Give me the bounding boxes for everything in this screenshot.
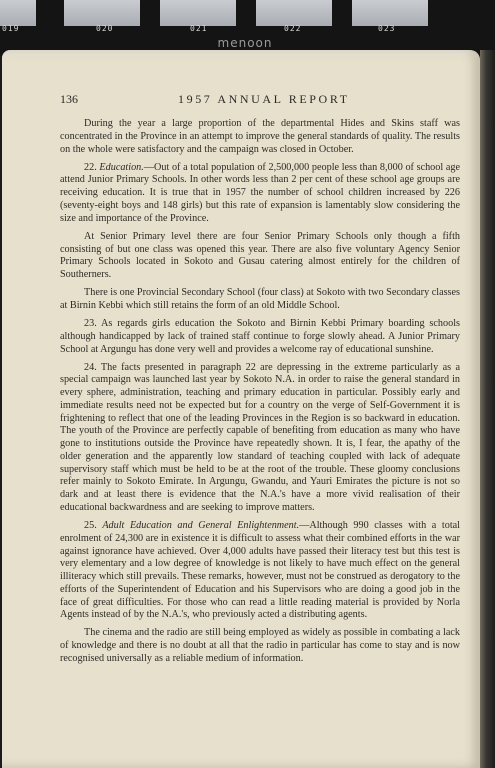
film-strip: [0, 0, 495, 56]
paragraph-text: —Although 990 classes with a total enrolment of 24,300 are in existence it is difficult to assess what their combined efforts in the war against ignorance have achieved. Over 4,000 adults have passed their literacy test but this test is very elementary and a low degree of knowledge is not likely to have much effect on the general illiteracy which still prevails. These remarks, however, must not be construed as derogatory to the efforts of the Superintendent of Education and his Supervisors who are doing a good job in the face of great difficulties. For those who can read a little reading material is provided by Norla Agents instead of by the N.A.'s, who previously acted a distributing agents.: [60, 520, 461, 621]
section-heading: Adult Education and General Enlightenment.: [102, 520, 300, 532]
film-frame: [0, 0, 36, 26]
running-head: 1957 ANNUAL REPORT: [178, 92, 350, 106]
paragraph-23-girls-education: [60, 318, 460, 356]
frame-label: 020: [96, 24, 114, 33]
section-heading: Education.: [99, 161, 144, 173]
paragraph-text: 24. The facts presented in paragraph 22 are depressing in the extreme particularly as a special campaign was launched last year by Sokoto N.A. in order to raise the general standard in every sphere, administration, teaching and primary education in particular. Possibly early and immediate results need not be expected but for a country on the verge of Self-Government it is frightening to reflect that one of the leading Provinces in the Region is so backward in education. The youth of the Province are perfectly capable of benefiting from education as many who have gone to institutions outside the Province have repeatedly shown. It is, I fear, the apathy of the older generation and the apparently low standard of teaching coupled with lack of adequate supervisory staff which must be held to be at the root of the trouble. These gloomy conclusions refer mainly to Sokoto Emirate. In Argungu, Gwandu, and Yauri Emirates the picture is not so dark and at least there is evidence that the N.A.'s have a more vivid realisation of their educational backwardness and are seeking to improve matters.: [60, 361, 460, 513]
film-frame: [64, 0, 140, 26]
frame-label: 021: [190, 24, 208, 33]
paragraph-text: —Out of a total population of 2,500,000 people less than 8,000 of school age attend Junior Primary Schools. In other words less than 2 per cent of these school age groups are receiving education. It is true that in 1957 the number of school children increased by 226 (seventy-eight boys and 148 girls) but this rate of expansion is lamentably slow considering the size and importance of the Province.: [60, 161, 461, 224]
paragraph-secondary-school: [60, 287, 460, 313]
paragraph-22-education: [60, 162, 460, 226]
page-header: [60, 92, 460, 108]
film-frame: [352, 0, 428, 26]
paragraph-24-facts: [60, 362, 460, 515]
paragraph-text: 23. As regards girls education the Sokoto and Birnin Kebbi Primary boarding schools although handicapped by lack of trained staff continue to forge slowly ahead. A Junior Primary School at Argungu has done very well and provides a welcome ray of educational sunshine.: [60, 318, 460, 355]
paragraph-text: During the year a large proportion of the departmental Hides and Skins staff was concentrated in the Province in an attempt to improve the general standards of quality. The results on the whole were satisfactory and the campaign was closed in October.: [60, 118, 460, 155]
report-body: [60, 118, 460, 671]
frame-label: 022: [284, 24, 302, 33]
page-number: 136: [60, 92, 78, 106]
frame-label: 023: [378, 24, 396, 33]
film-frame: [256, 0, 332, 26]
paragraph-25-adult-education: [60, 520, 460, 622]
paragraph-text: At Senior Primary level there are four Senior Primary Schools only though a fifth consisting of but one class was opened this year. There are also five voluntary Agency Senior Primary Schools located in Sokoto and Gusau catering almost entirely for the children of Southerners.: [60, 230, 460, 281]
paragraph-cinema-radio: [60, 627, 460, 665]
paragraph-senior-primary: [60, 231, 460, 282]
paragraph-number: 22.: [84, 161, 100, 173]
paragraph-hides-skins: [60, 118, 460, 156]
paragraph-text: There is one Provincial Secondary School (four class) at Sokoto with two Secondary classes at Birnin Kebbi which still retains the form of an old Middle School.: [60, 287, 461, 311]
brand-label: menoon: [217, 36, 273, 50]
film-frame: [160, 0, 236, 26]
paragraph-text: The cinema and the radio are still being employed as widely as possible in combating a lack of knowledge and there is no doubt at all that the radio in particular has come to stay and is now recognised universally as a reliable medium of information.: [60, 627, 460, 664]
paragraph-number: 25.: [84, 520, 103, 532]
frame-label: 019: [2, 24, 20, 33]
page-edge: [480, 50, 495, 768]
